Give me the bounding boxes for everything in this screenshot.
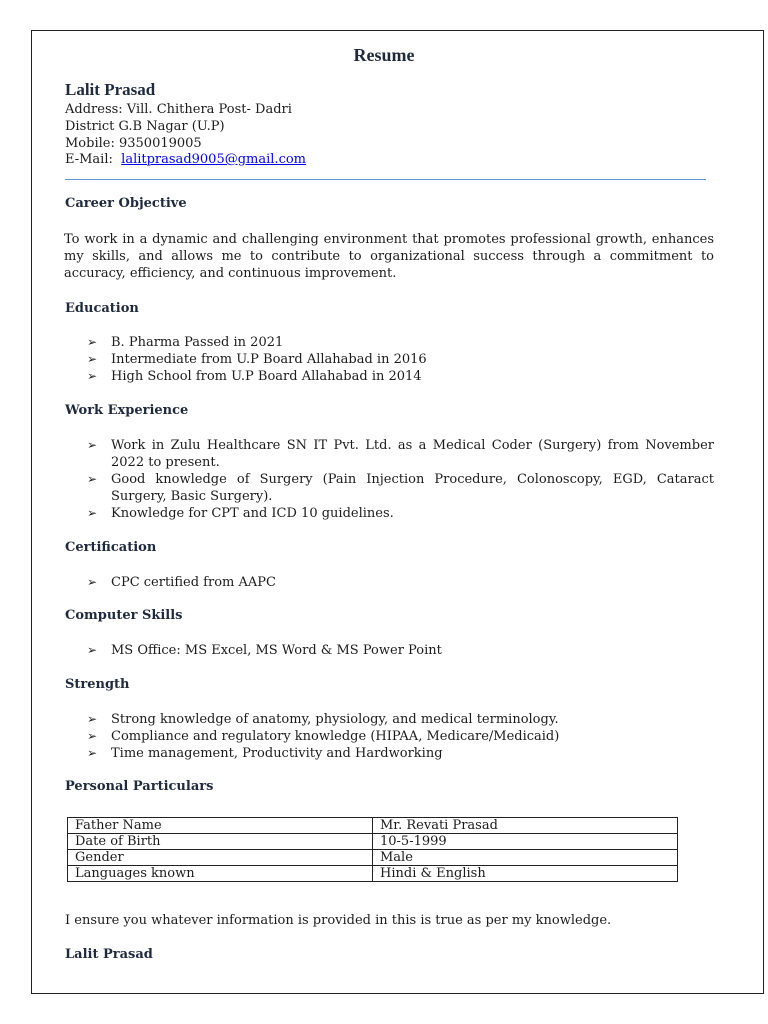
email-line <box>65 152 306 167</box>
table-row <box>68 850 678 866</box>
table-cell-value: 10-5-1999 <box>373 834 678 850</box>
list-item: ➢ Compliance and regulatory knowledge (HIPAA, Medicare/Medicaid) <box>87 729 560 744</box>
list-item: ➢ CPC certified from AAPC <box>87 575 276 590</box>
work-experience-list <box>87 437 714 522</box>
certification-list <box>87 574 714 591</box>
career-objective-heading: Career Objective <box>65 196 187 211</box>
table-row <box>68 866 678 882</box>
career-objective-text: To work in a dynamic and challenging environment that promotes professional growth, enhances my skills, and allows me to contribute to organizational success through a commitment to accuracy, efficiency, and continuous improvement. <box>64 232 714 281</box>
email-link[interactable]: lalitprasad9005@gmail.com <box>121 152 306 167</box>
strength-heading: Strength <box>65 677 130 692</box>
personal-particulars-table <box>67 817 678 882</box>
district-line: District G.B Nagar (U.P) <box>65 119 225 134</box>
list-item: ➢ B. Pharma Passed in 2021 <box>87 335 284 350</box>
signature-name: Lalit Prasad <box>65 947 153 962</box>
table-cell-key: Languages known <box>68 866 373 882</box>
table-cell-key: Gender <box>68 850 373 866</box>
list-item: ➢ Intermediate from U.P Board Allahabad in 2016 <box>87 352 427 367</box>
list-item: ➢ High School from U.P Board Allahabad in 2014 <box>87 369 422 384</box>
list-item: ➢ Strong knowledge of anatomy, physiology, and medical terminology. <box>87 712 559 727</box>
table-cell-value: Male <box>373 850 678 866</box>
email-label: E-Mail: <box>65 152 113 167</box>
personal-particulars-heading: Personal Particulars <box>65 779 214 794</box>
arrow-bullet-icon: ➢ <box>87 506 98 520</box>
table-cell-key: Father Name <box>68 818 373 834</box>
candidate-name: Lalit Prasad <box>65 80 156 99</box>
list-item: ➢ Knowledge for CPT and ICD 10 guidelines. <box>87 506 394 521</box>
list-item: ➢ Good knowledge of Surgery (Pain Injection Procedure, Colonoscopy, EGD, Cataract Surgery, Basic Surgery). <box>87 472 714 504</box>
arrow-bullet-icon: ➢ <box>87 335 98 349</box>
arrow-bullet-icon: ➢ <box>87 438 98 452</box>
page-title: Resume <box>353 45 415 65</box>
header-divider <box>65 179 706 180</box>
address-line: Address: Vill. Chithera Post- Dadri <box>65 102 292 117</box>
arrow-bullet-icon: ➢ <box>87 575 98 589</box>
table-cell-value: Hindi & English <box>373 866 678 882</box>
list-item: ➢ Work in Zulu Healthcare SN IT Pvt. Ltd. as a Medical Coder (Surgery) from November 2022 to present. <box>87 438 714 470</box>
list-item: ➢ MS Office: MS Excel, MS Word & MS Power Point <box>87 643 442 658</box>
arrow-bullet-icon: ➢ <box>87 472 98 486</box>
table-row <box>68 818 678 834</box>
arrow-bullet-icon: ➢ <box>87 729 98 743</box>
work-experience-heading: Work Experience <box>65 403 189 418</box>
table-row <box>68 834 678 850</box>
table-cell-value: Mr. Revati Prasad <box>373 818 678 834</box>
declaration-text: I ensure you whatever information is provided in this is true as per my knowledge. <box>65 913 612 928</box>
strength-list <box>87 711 714 762</box>
education-heading: Education <box>65 301 139 316</box>
arrow-bullet-icon: ➢ <box>87 352 98 366</box>
list-item: ➢ Time management, Productivity and Hardworking <box>87 746 443 761</box>
education-list <box>87 334 714 385</box>
mobile-line: Mobile: 9350019005 <box>65 136 202 151</box>
arrow-bullet-icon: ➢ <box>87 712 98 726</box>
arrow-bullet-icon: ➢ <box>87 643 98 657</box>
arrow-bullet-icon: ➢ <box>87 746 98 760</box>
computer-skills-heading: Computer Skills <box>65 608 183 623</box>
table-cell-key: Date of Birth <box>68 834 373 850</box>
computer-skills-list <box>87 642 714 659</box>
arrow-bullet-icon: ➢ <box>87 369 98 383</box>
certification-heading: Certification <box>65 540 157 555</box>
